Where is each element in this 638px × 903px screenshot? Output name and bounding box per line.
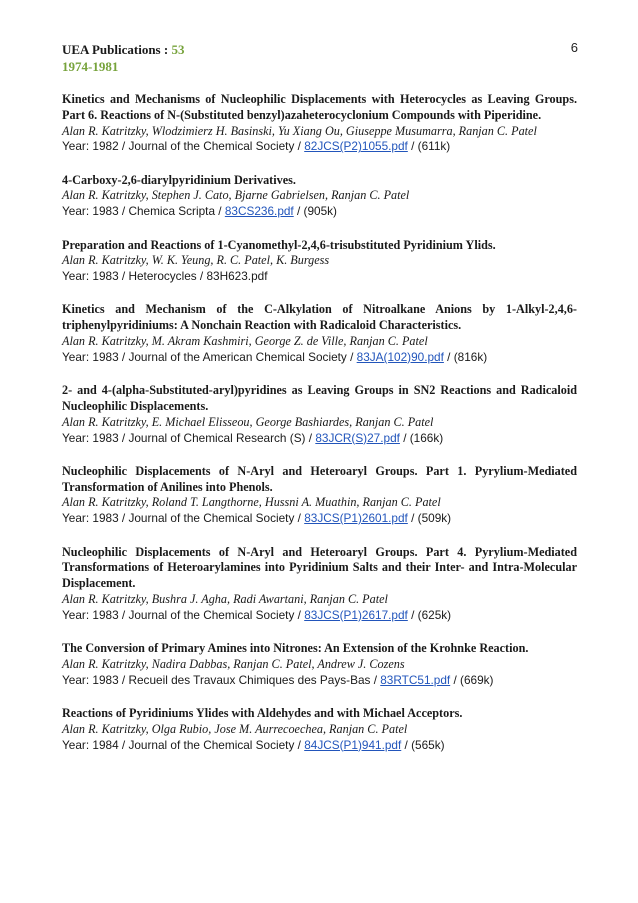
file-size: / (611k) bbox=[407, 139, 451, 154]
publication-entry bbox=[62, 464, 577, 527]
publication-meta bbox=[62, 204, 577, 220]
file-size: / (166k) bbox=[399, 430, 444, 445]
publication-meta bbox=[62, 350, 577, 366]
pdf-link[interactable]: 83RTC51.pdf bbox=[380, 672, 451, 687]
pdf-link[interactable]: 82JCS(P2)1055.pdf bbox=[304, 139, 408, 154]
file-size: / (625k) bbox=[407, 607, 452, 622]
publication-title: Nucleophilic Displacements of N-Aryl and Heteroaryl Groups. Part 4. Pyrylium-Mediated Transformations of Heteroarylamines into Pyridinium Salts and their Inter- and Intra-Molecular Displacement. bbox=[62, 544, 577, 591]
publication-meta bbox=[62, 673, 577, 689]
publication-authors: Alan R. Katritzky, Wlodzimierz H. Basinski, Yu Xiang Ou, Giuseppe Musumarra, Ranjan C. Patel bbox=[62, 123, 537, 138]
meta-text: Year: 1983 / Journal of the Chemical Society / bbox=[62, 607, 305, 622]
publication-entry bbox=[62, 641, 577, 688]
publication-meta bbox=[62, 511, 577, 527]
meta-text: Year: 1983 / Recueil des Travaux Chimiques des Pays-Bas / bbox=[62, 672, 381, 687]
publication-count: 53 bbox=[171, 42, 185, 57]
publication-entry bbox=[62, 173, 577, 220]
publication-title: Kinetics and Mechanism of the C-Alkylation of Nitroalkane Anions by 1-Alkyl-2,4,6-triphenylpyridiniums: A Nonchain Reaction with Radicaloid Characteristics. bbox=[62, 302, 577, 333]
file-size: / (509k) bbox=[407, 511, 452, 526]
meta-text: Year: 1983 / Journal of the American Chemical Society / bbox=[62, 349, 357, 364]
publication-title: 2- and 4-(alpha-Substituted-aryl)pyridines as Leaving Groups in SN2 Reactions and Radicaloid Nucleophilic Displacements. bbox=[62, 383, 577, 413]
meta-text: Year: 1983 / Journal of Chemical Research (S) / bbox=[62, 430, 316, 445]
publication-authors: Alan R. Katritzky, E. Michael Elisseou, George Bashiardes, Ranjan C. Patel bbox=[62, 414, 434, 429]
pdf-link[interactable]: 83JCS(P1)2601.pdf bbox=[304, 511, 408, 526]
pdf-link[interactable]: 83JA(102)90.pdf bbox=[356, 349, 444, 364]
page-header bbox=[62, 41, 184, 75]
publication-entry bbox=[62, 706, 577, 753]
pdf-link[interactable]: 83CS236.pdf bbox=[224, 204, 294, 219]
publication-entry bbox=[62, 92, 577, 155]
publication-authors: Alan R. Katritzky, Nadira Dabbas, Ranjan C. Patel, Andrew J. Cozens bbox=[62, 656, 405, 671]
publication-title: Preparation and Reactions of 1-Cyanomethyl-2,4,6-trisubstituted Pyridinium Ylids. bbox=[62, 237, 496, 252]
publication-entry bbox=[62, 383, 577, 446]
publication-title: The Conversion of Primary Amines into Nitrones: An Extension of the Krohnke Reaction. bbox=[62, 641, 529, 656]
publication-meta bbox=[62, 269, 577, 285]
meta-text: Year: 1983 / Chemica Scripta / bbox=[62, 204, 225, 219]
publication-meta bbox=[62, 431, 577, 447]
publication-entry bbox=[62, 302, 577, 365]
file-size: / (565k) bbox=[401, 737, 445, 752]
year-range: 1974-1981 bbox=[62, 59, 119, 74]
publication-authors: Alan R. Katritzky, M. Akram Kashmiri, George Z. de Ville, Ranjan C. Patel bbox=[62, 334, 428, 349]
meta-text: Year: 1984 / Journal of the Chemical Society / bbox=[62, 737, 305, 752]
publication-authors: Alan R. Katritzky, Bushra J. Agha, Radi Awartani, Ranjan C. Patel bbox=[62, 591, 388, 606]
header-title-line bbox=[62, 41, 184, 58]
header-label: UEA Publications : bbox=[62, 42, 172, 57]
publication-title: Reactions of Pyridiniums Ylides with Aldehydes and with Michael Acceptors. bbox=[62, 705, 463, 720]
publication-authors: Alan R. Katritzky, Stephen J. Cato, Bjarne Gabrielsen, Ranjan C. Patel bbox=[62, 188, 410, 203]
page-number: 6 bbox=[570, 40, 578, 55]
publication-title: 4-Carboxy-2,6-diarylpyridinium Derivatives. bbox=[62, 172, 296, 187]
publication-meta bbox=[62, 738, 577, 754]
file-size: / (905k) bbox=[293, 204, 337, 219]
file-size: / (669k) bbox=[450, 672, 494, 687]
meta-text: Year: 1983 / Heterocycles / 83H623.pdf bbox=[62, 269, 268, 284]
publication-meta bbox=[62, 608, 577, 624]
publication-entry bbox=[62, 545, 577, 624]
meta-text: Year: 1982 / Journal of the Chemical Society / bbox=[62, 139, 305, 154]
publication-meta bbox=[62, 139, 577, 155]
publication-list bbox=[62, 92, 577, 771]
meta-text: Year: 1983 / Journal of the Chemical Society / bbox=[62, 511, 305, 526]
publication-title: Kinetics and Mechanisms of Nucleophilic Displacements with Heterocycles as Leaving Groups. Part 6. Reactions of N-(Substituted benzyl)azaheterocyclonium Compounds with Piperidine. bbox=[62, 92, 577, 122]
file-size: / (816k) bbox=[443, 349, 488, 364]
pdf-link[interactable]: 83JCS(P1)2617.pdf bbox=[304, 607, 408, 622]
publication-authors: Alan R. Katritzky, Olga Rubio, Jose M. Aurrecoechea, Ranjan C. Patel bbox=[62, 721, 408, 736]
publication-authors: Alan R. Katritzky, W. K. Yeung, R. C. Patel, K. Burgess bbox=[62, 253, 330, 268]
pdf-link[interactable]: 83JCR(S)27.pdf bbox=[315, 430, 400, 445]
pdf-link[interactable]: 84JCS(P1)941.pdf bbox=[304, 737, 402, 752]
publication-authors: Alan R. Katritzky, Roland T. Langthorne, Hussni A. Muathin, Ranjan C. Patel bbox=[62, 495, 441, 510]
publication-title: Nucleophilic Displacements of N-Aryl and Heteroaryl Groups. Part 1. Pyrylium-Mediated Transformation of Anilines into Phenols. bbox=[62, 463, 577, 494]
publication-entry bbox=[62, 238, 577, 285]
